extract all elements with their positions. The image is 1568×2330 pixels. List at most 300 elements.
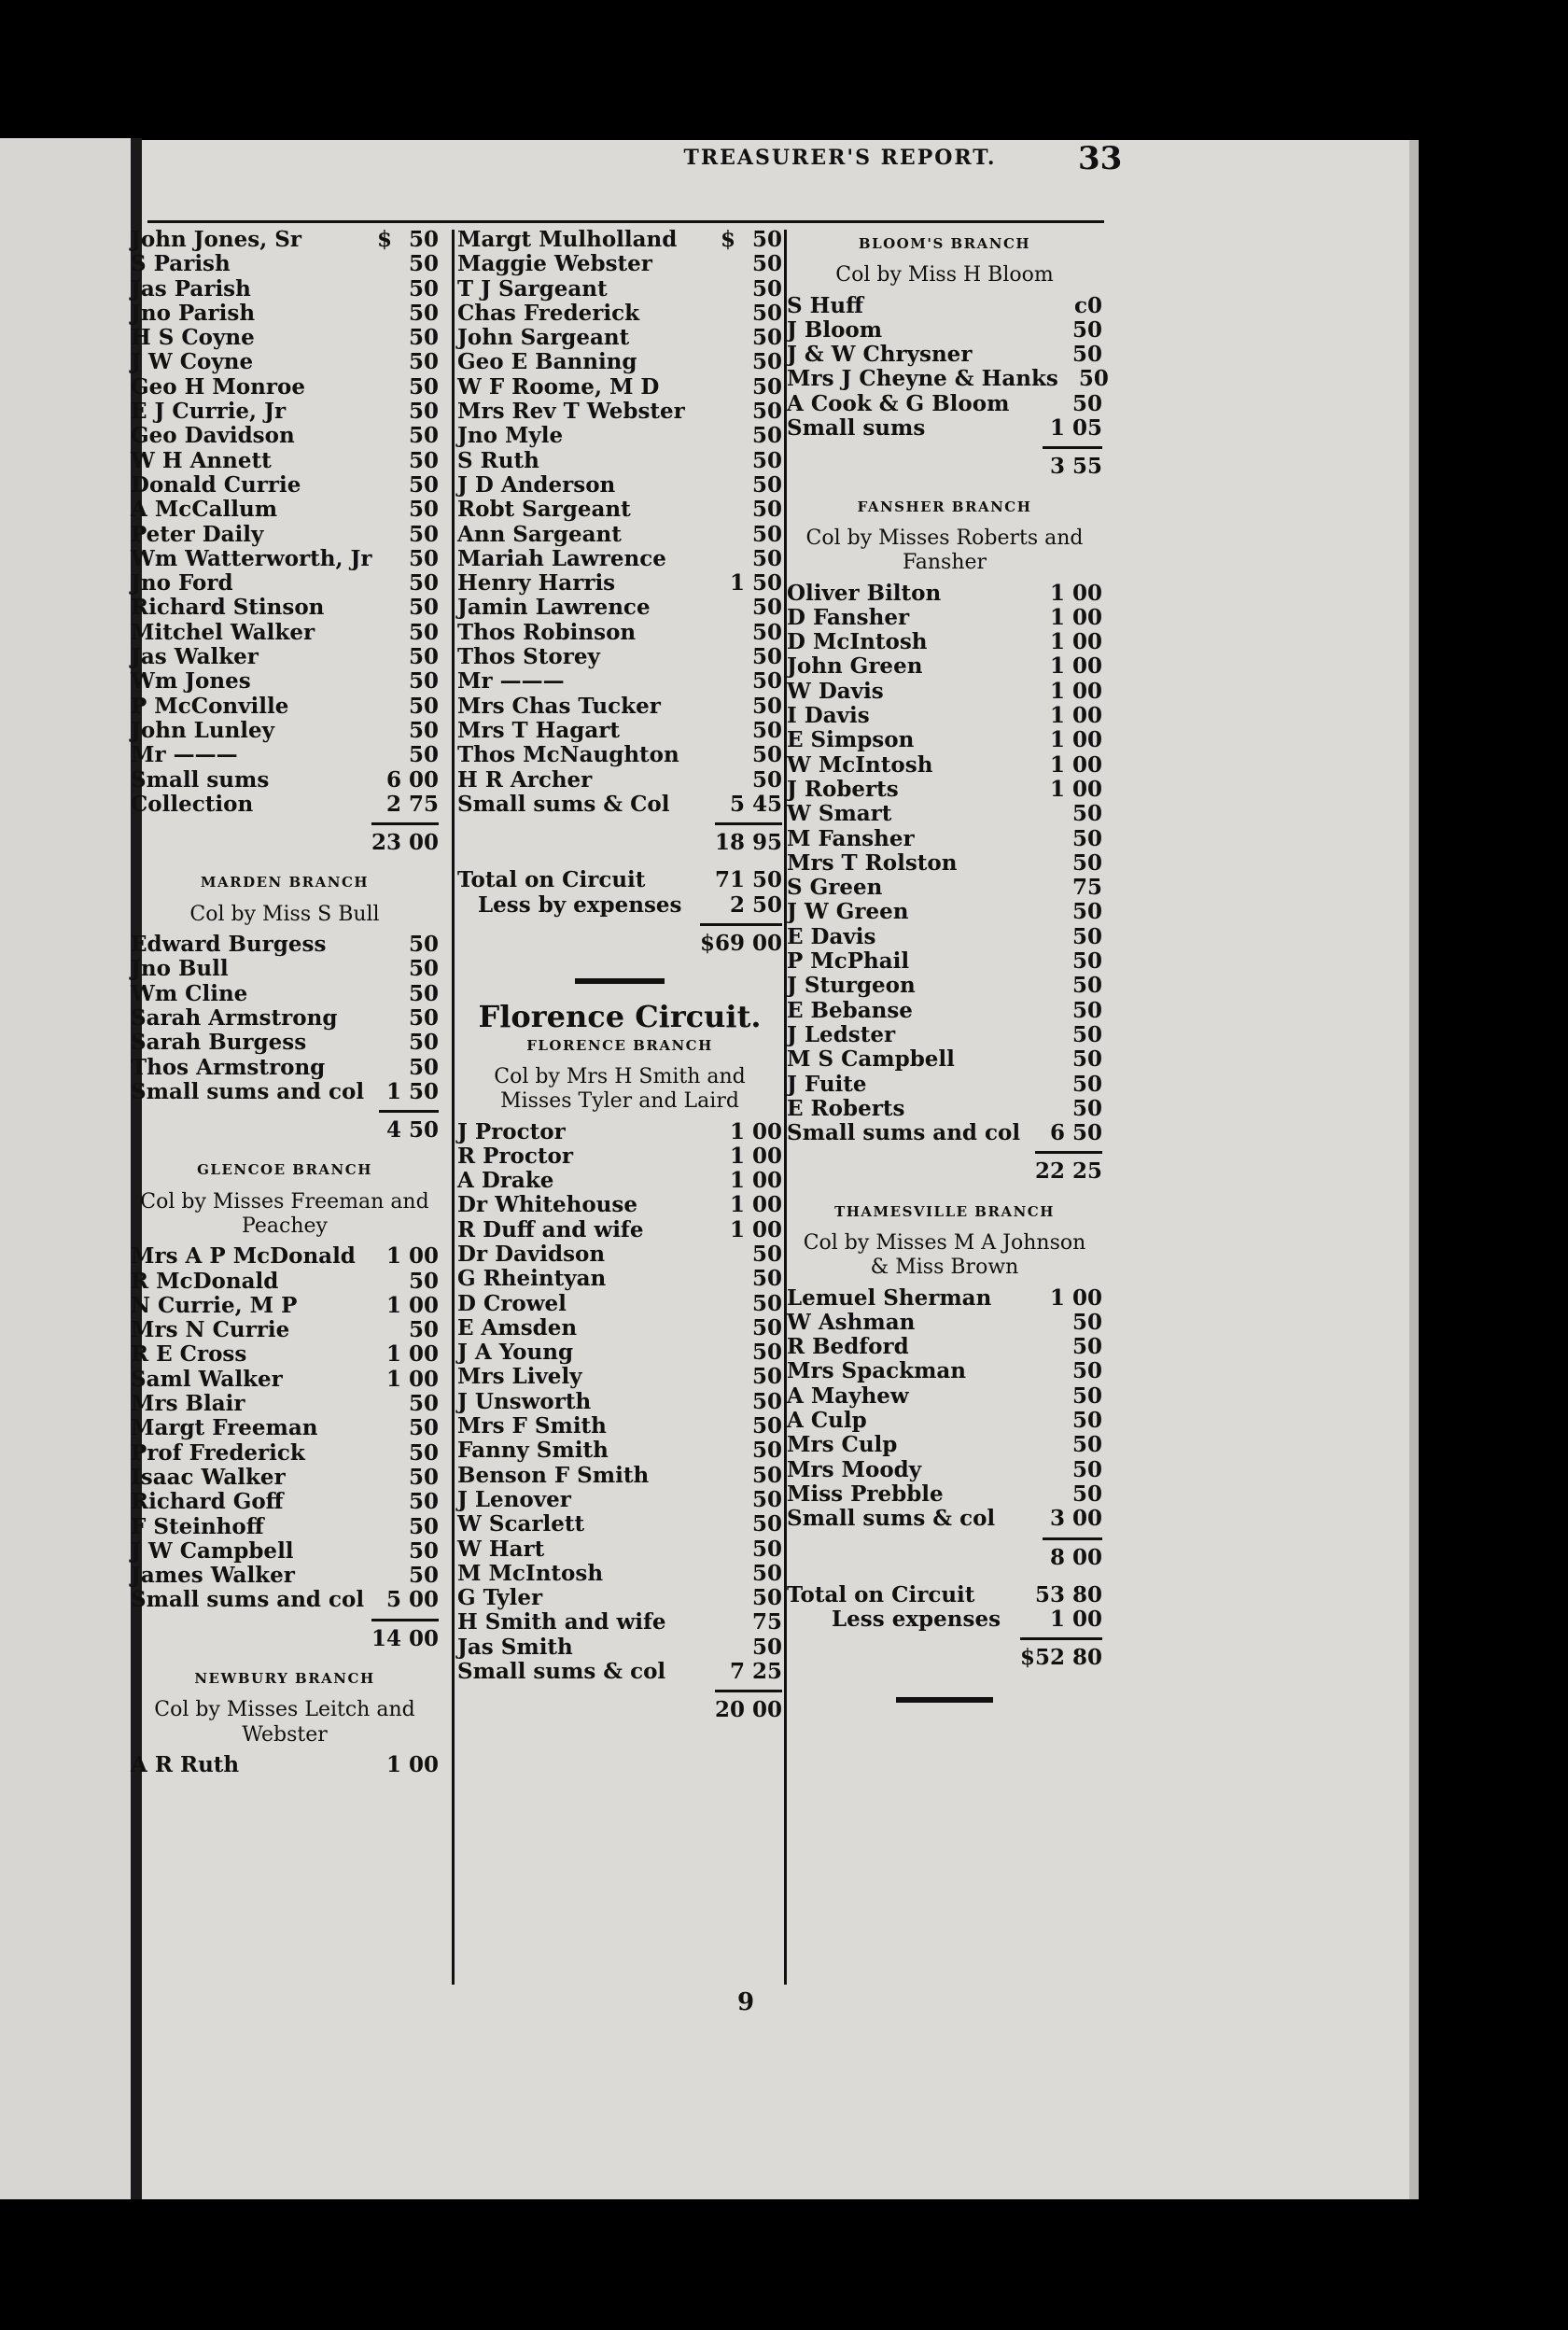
entry-amount-cell bbox=[1058, 367, 1109, 391]
header-rule bbox=[147, 220, 1104, 223]
entry-amount: 50 bbox=[408, 1464, 439, 1490]
entry-amount: 50 bbox=[408, 1415, 439, 1441]
entry-name: Geo E Banning bbox=[457, 349, 637, 375]
list-item bbox=[787, 778, 1102, 802]
entry-name: J D Anderson bbox=[457, 471, 616, 498]
list-item bbox=[131, 695, 439, 719]
entry-amount: 50 bbox=[408, 1004, 439, 1031]
entry-amount: 50 bbox=[751, 1438, 782, 1464]
list-item bbox=[457, 1169, 782, 1193]
entry-amount-cell bbox=[1052, 1047, 1102, 1072]
entry-amount: 50 bbox=[751, 1314, 782, 1340]
entry-amount: 50 bbox=[751, 251, 782, 277]
entry-amount-cell bbox=[388, 547, 439, 571]
entry-amount: 50 bbox=[751, 595, 782, 621]
list-item bbox=[787, 1507, 1102, 1531]
entry-amount: 6 50 bbox=[1049, 1120, 1102, 1146]
entry-name: W Ashman bbox=[787, 1309, 916, 1335]
list-item bbox=[787, 1023, 1102, 1047]
list-item bbox=[131, 449, 439, 473]
entry-amount: 50 bbox=[1071, 1481, 1102, 1507]
list-item bbox=[787, 680, 1102, 704]
entry-amount-cell bbox=[388, 1006, 439, 1031]
entry-amount: 50 bbox=[408, 1054, 439, 1080]
entry-amount: 50 bbox=[1071, 1432, 1102, 1458]
entry-name: Jno Parish bbox=[131, 300, 256, 326]
list-item bbox=[787, 876, 1102, 900]
entry-amount: 50 bbox=[751, 1290, 782, 1316]
column-2 bbox=[457, 228, 782, 1723]
entry-name: Edward Burgess bbox=[131, 932, 327, 958]
entry-amount-cell bbox=[388, 571, 439, 596]
list-item bbox=[457, 547, 782, 571]
entry-amount: 50 bbox=[408, 1489, 439, 1515]
bloom-branch-title: BLOOM'S BRANCH bbox=[858, 235, 1031, 252]
entry-amount: 50 bbox=[1071, 1046, 1102, 1073]
entry-amount-cell bbox=[732, 1464, 782, 1488]
list-item bbox=[131, 645, 439, 669]
entry-name: Maggie Webster bbox=[457, 251, 652, 277]
entry-amount-cell bbox=[732, 1242, 782, 1267]
list-item bbox=[787, 1311, 1102, 1335]
entry-amount: 50 bbox=[751, 693, 782, 719]
entry-name: John Lunley bbox=[131, 717, 275, 743]
list-item bbox=[131, 424, 439, 448]
entry-amount-cell bbox=[732, 1488, 782, 1512]
entry-amount-cell bbox=[388, 1416, 439, 1440]
entry-name: Mr ——— bbox=[131, 742, 238, 768]
entry-amount-cell bbox=[1052, 343, 1102, 367]
entry-name: S Ruth bbox=[457, 447, 539, 473]
entry-name: Jno Ford bbox=[131, 570, 233, 597]
entry-amount-cell bbox=[732, 326, 782, 350]
list-item bbox=[787, 606, 1102, 630]
entry-name: J Unsworth bbox=[457, 1388, 592, 1414]
list-item bbox=[131, 669, 439, 694]
entry-name: Jno Myle bbox=[457, 423, 564, 449]
entry-name: S Parish bbox=[131, 251, 231, 277]
entry-name: Mrs A P McDonald bbox=[131, 1243, 356, 1270]
entry-name: H R Archer bbox=[457, 766, 593, 793]
list-item bbox=[131, 793, 439, 817]
entry-amount: 50 bbox=[751, 717, 782, 743]
entry-amount-cell bbox=[730, 1218, 782, 1242]
entry-name: J Bloom bbox=[787, 316, 883, 343]
entry-amount: 50 bbox=[1071, 899, 1102, 925]
entry-amount: 2 75 bbox=[385, 791, 439, 817]
entry-amount: 50 bbox=[408, 693, 439, 719]
entry-amount-cell bbox=[732, 302, 782, 326]
entry-name: Donald Currie bbox=[131, 471, 301, 498]
florence-list bbox=[457, 1120, 782, 1685]
entry-name: J Ledster bbox=[787, 1021, 896, 1047]
entry-amount-cell bbox=[1052, 392, 1102, 416]
entry-name: J & W Chrysner bbox=[787, 342, 973, 368]
entry-amount-cell bbox=[386, 1244, 439, 1269]
list-item bbox=[457, 596, 782, 620]
entry-amount: 50 bbox=[1071, 1456, 1102, 1482]
entry-amount: 50 bbox=[751, 1585, 782, 1611]
entry-name: W F Roome, M D bbox=[457, 373, 660, 400]
entry-amount: 50 bbox=[751, 766, 782, 793]
entry-name: H Smith and wife bbox=[457, 1609, 666, 1635]
entry-amount-cell bbox=[388, 1031, 439, 1055]
florence-col-by-1: Col by Mrs H Smith and bbox=[494, 1064, 746, 1088]
list-item bbox=[131, 473, 439, 498]
list-item bbox=[457, 302, 782, 326]
entry-amount: 50 bbox=[408, 423, 439, 449]
entry-name: Mrs Moody bbox=[787, 1456, 922, 1482]
entry-name: Mrs Lively bbox=[457, 1364, 582, 1390]
entry-amount-cell bbox=[1052, 1335, 1102, 1359]
list-item bbox=[457, 793, 782, 817]
entry-amount-cell bbox=[1050, 704, 1102, 728]
entry-amount-cell bbox=[1052, 876, 1102, 900]
entry-name: Collection bbox=[131, 791, 254, 817]
list-item bbox=[787, 1073, 1102, 1097]
list-item bbox=[131, 1392, 439, 1416]
entry-amount-cell bbox=[1050, 778, 1102, 802]
entry-amount-cell bbox=[388, 1392, 439, 1416]
entry-name: E J Currie, Jr bbox=[131, 399, 287, 425]
entry-amount: 50 bbox=[1071, 342, 1102, 368]
entry-amount: 50 bbox=[751, 1413, 782, 1439]
entry-amount-cell bbox=[732, 252, 782, 276]
newbury-branch-title: NEWBURY BRANCH bbox=[194, 1670, 375, 1688]
entry-amount-cell bbox=[388, 669, 439, 694]
entry-amount-cell bbox=[388, 400, 439, 424]
entry-name: Jno Bull bbox=[131, 956, 229, 982]
entry-name: E Bebanse bbox=[787, 997, 913, 1023]
entry-amount: 50 bbox=[1071, 801, 1102, 827]
list-item bbox=[457, 498, 782, 522]
entry-amount-cell bbox=[388, 1056, 439, 1080]
entry-amount: 50 bbox=[408, 399, 439, 425]
entry-name: Peter Daily bbox=[131, 521, 264, 547]
entry-amount-cell bbox=[388, 277, 439, 302]
entry-name: D Crowel bbox=[457, 1290, 567, 1316]
entry-amount-cell bbox=[1052, 827, 1102, 851]
entry-amount-cell bbox=[388, 252, 439, 276]
entry-amount: 50 bbox=[751, 1266, 782, 1292]
entry-name: Richard Stinson bbox=[131, 595, 325, 621]
entry-amount-cell bbox=[732, 695, 782, 719]
entry-name: Small sums bbox=[787, 415, 926, 442]
section-ornament bbox=[575, 978, 665, 984]
entry-amount: 50 bbox=[1071, 1383, 1102, 1409]
end-ornament bbox=[896, 1697, 993, 1703]
entry-name: Small sums & col bbox=[457, 1659, 666, 1685]
entry-amount: 50 bbox=[408, 1513, 439, 1539]
entry-amount: 50 bbox=[751, 545, 782, 571]
bloom-col-by: Col by Miss H Bloom bbox=[835, 263, 1054, 288]
entry-name: John Jones, Sr bbox=[131, 227, 301, 252]
entry-name: Wm Watterworth, Jr bbox=[131, 545, 372, 571]
entry-amount-cell bbox=[732, 1316, 782, 1340]
entry-name: E Roberts bbox=[787, 1095, 905, 1121]
entry-amount-cell bbox=[732, 1340, 782, 1365]
list-item bbox=[457, 1120, 782, 1144]
entry-name: R Duff and wife bbox=[457, 1216, 644, 1242]
thamesville-circuit-total-label: Total on Circuit bbox=[787, 1581, 975, 1607]
entry-amount-cell bbox=[732, 1586, 782, 1610]
entry-amount-cell bbox=[386, 1342, 439, 1367]
entry-amount: 1 05 bbox=[1049, 415, 1102, 442]
entry-amount-cell bbox=[732, 400, 782, 424]
circuit-net-total: $69 00 bbox=[457, 923, 782, 956]
entry-amount-cell bbox=[388, 1318, 439, 1342]
list-item bbox=[131, 1539, 439, 1564]
fansher-total: 22 25 bbox=[787, 1151, 1102, 1184]
list-item bbox=[131, 1318, 439, 1342]
list-item bbox=[457, 571, 782, 596]
entry-amount-cell bbox=[732, 1267, 782, 1291]
entry-amount-cell bbox=[1050, 582, 1102, 606]
list-item bbox=[131, 1564, 439, 1588]
entry-amount-cell bbox=[732, 743, 782, 767]
list-item bbox=[457, 350, 782, 374]
entry-amount: 1 00 bbox=[385, 1751, 439, 1777]
entry-amount-cell bbox=[1050, 630, 1102, 654]
entry-name: A Mayhew bbox=[787, 1383, 909, 1409]
entry-amount: 6 00 bbox=[385, 766, 439, 793]
entry-name: I Davis bbox=[787, 703, 870, 729]
entry-name: Small sums and col bbox=[131, 1587, 365, 1613]
entry-amount-cell bbox=[388, 743, 439, 767]
entry-name: Small sums and col bbox=[787, 1120, 1021, 1146]
entry-name: T J Sargeant bbox=[457, 275, 608, 302]
list-item bbox=[131, 277, 439, 302]
marden-total: 4 50 bbox=[131, 1110, 439, 1143]
col1-total: 23 00 bbox=[131, 822, 439, 855]
entry-amount: 50 bbox=[1071, 390, 1102, 416]
dollar-sign: $ bbox=[376, 227, 392, 252]
entry-amount: 50 bbox=[1071, 948, 1102, 975]
entry-amount-cell bbox=[1050, 1507, 1102, 1531]
list-item bbox=[131, 1416, 439, 1440]
entry-amount-cell bbox=[388, 1564, 439, 1588]
entry-amount-cell bbox=[1052, 999, 1102, 1023]
expenses-amount: 2 50 bbox=[729, 891, 782, 918]
entry-name: R Bedford bbox=[787, 1334, 909, 1360]
entry-amount: 1 00 bbox=[1049, 703, 1102, 729]
list-item bbox=[787, 1121, 1102, 1145]
entry-name: M S Campbell bbox=[787, 1046, 955, 1073]
circuit-total-amount: 71 50 bbox=[714, 867, 782, 893]
entry-name: W Davis bbox=[787, 678, 884, 704]
page-header-title: TREASURER'S REPORT. bbox=[683, 146, 997, 170]
entry-amount: 1 00 bbox=[1049, 629, 1102, 655]
entry-amount-cell bbox=[388, 449, 439, 473]
entry-amount: 5 45 bbox=[729, 791, 782, 817]
entry-name: Mrs T Hagart bbox=[457, 717, 621, 743]
entry-name: Margt Mulholland bbox=[457, 227, 678, 252]
entry-name: Mrs N Currie bbox=[131, 1317, 290, 1343]
entry-name: P McPhail bbox=[787, 948, 910, 975]
entry-name: Fanny Smith bbox=[457, 1438, 609, 1464]
entry-amount: c0 bbox=[1073, 292, 1102, 318]
entry-name: M McIntosh bbox=[457, 1560, 604, 1586]
list-item bbox=[457, 424, 782, 448]
entry-amount: 50 bbox=[408, 497, 439, 523]
entry-amount: 50 bbox=[1071, 1071, 1102, 1097]
list-item bbox=[787, 1409, 1102, 1433]
entry-amount: 1 50 bbox=[729, 570, 782, 597]
entry-amount-cell bbox=[1050, 680, 1102, 704]
entry-name: Sarah Armstrong bbox=[131, 1004, 338, 1031]
entry-name: J W Green bbox=[787, 899, 909, 925]
list-item bbox=[131, 1490, 439, 1514]
entry-amount-cell bbox=[732, 1390, 782, 1414]
marden-branch-title: MARDEN BRANCH bbox=[200, 874, 370, 891]
entry-amount-cell bbox=[388, 326, 439, 350]
list-item bbox=[787, 582, 1102, 606]
entry-amount: 75 bbox=[751, 1609, 782, 1635]
entry-amount: 50 bbox=[751, 471, 782, 498]
entry-amount-cell bbox=[377, 228, 439, 252]
entry-name: A Cook & G Bloom bbox=[787, 390, 1010, 416]
entry-amount-cell bbox=[1050, 1286, 1102, 1311]
entry-name: J W Coyne bbox=[131, 349, 254, 375]
entry-amount-cell bbox=[732, 449, 782, 473]
entry-amount: 1 00 bbox=[729, 1192, 782, 1218]
list-item bbox=[131, 596, 439, 620]
entry-amount: 50 bbox=[751, 1364, 782, 1390]
list-item bbox=[787, 1286, 1102, 1311]
entry-amount-cell bbox=[1052, 1458, 1102, 1482]
entry-name: Geo H Monroe bbox=[131, 373, 305, 400]
entry-amount-cell bbox=[730, 793, 782, 817]
entry-amount-cell bbox=[388, 1539, 439, 1564]
entry-amount-cell bbox=[386, 1368, 439, 1392]
entry-amount-cell bbox=[388, 719, 439, 743]
entry-amount-cell bbox=[1050, 654, 1102, 679]
list-item bbox=[131, 957, 439, 981]
list-item bbox=[457, 1365, 782, 1389]
florence-col-by-2: Misses Tyler and Laird bbox=[500, 1089, 739, 1114]
entry-amount-cell bbox=[388, 375, 439, 400]
entry-amount: 1 00 bbox=[1049, 751, 1102, 778]
entry-amount-cell bbox=[386, 1080, 439, 1104]
list-item bbox=[131, 547, 439, 571]
entry-amount: 50 bbox=[751, 423, 782, 449]
list-item bbox=[131, 1056, 439, 1080]
entry-name: Mrs Spackman bbox=[787, 1358, 967, 1384]
entry-amount-cell bbox=[388, 1490, 439, 1514]
list-item bbox=[457, 1193, 782, 1217]
entry-name: James Walker bbox=[131, 1563, 295, 1589]
entry-amount-cell bbox=[388, 596, 439, 620]
list-item bbox=[457, 326, 782, 350]
entry-amount-cell bbox=[386, 1294, 439, 1318]
list-item bbox=[787, 802, 1102, 826]
entry-amount-cell bbox=[732, 1365, 782, 1389]
list-item bbox=[787, 1482, 1102, 1507]
list-item bbox=[457, 1488, 782, 1512]
list-item bbox=[457, 1586, 782, 1610]
entry-name: Jas Smith bbox=[457, 1634, 573, 1660]
list-item bbox=[131, 1006, 439, 1031]
list-item bbox=[787, 999, 1102, 1023]
list-item bbox=[131, 571, 439, 596]
entry-name: Small sums and col bbox=[131, 1078, 365, 1104]
list-item bbox=[131, 1368, 439, 1392]
list-item bbox=[787, 949, 1102, 974]
page-edge bbox=[1409, 140, 1419, 2199]
entry-amount: 50 bbox=[408, 956, 439, 982]
entry-amount: 50 bbox=[751, 1536, 782, 1562]
list-item bbox=[131, 621, 439, 645]
entry-name: Mrs Culp bbox=[787, 1432, 898, 1458]
entry-amount-cell bbox=[1050, 753, 1102, 778]
marden-list bbox=[131, 933, 439, 1104]
list-item bbox=[787, 294, 1102, 318]
entry-amount: 50 bbox=[1071, 997, 1102, 1023]
list-item bbox=[457, 400, 782, 424]
entry-amount: 50 bbox=[1071, 316, 1102, 343]
entry-amount-cell bbox=[1052, 974, 1102, 998]
fansher-col-by-1: Col by Misses Roberts and bbox=[805, 526, 1084, 550]
list-item bbox=[457, 1316, 782, 1340]
entry-amount-cell bbox=[732, 498, 782, 522]
facing-page-edge bbox=[0, 138, 131, 2199]
entry-amount: 50 bbox=[408, 1537, 439, 1564]
entry-amount: 50 bbox=[1071, 923, 1102, 949]
list-item bbox=[457, 695, 782, 719]
list-item bbox=[457, 621, 782, 645]
list-item bbox=[457, 473, 782, 498]
newbury-list bbox=[131, 1753, 439, 1777]
entry-amount: 1 00 bbox=[1049, 1284, 1102, 1311]
entry-amount-cell bbox=[730, 1144, 782, 1169]
entry-name: Chas Frederick bbox=[457, 300, 640, 326]
list-item bbox=[457, 768, 782, 793]
entry-name: Small sums & Col bbox=[457, 791, 670, 817]
entry-amount-cell bbox=[721, 228, 782, 252]
entry-amount: 50 bbox=[408, 595, 439, 621]
entry-amount-cell bbox=[732, 621, 782, 645]
bloom-total: 3 55 bbox=[787, 446, 1102, 479]
list-item bbox=[787, 900, 1102, 924]
entry-amount: 1 50 bbox=[385, 1078, 439, 1104]
list-item bbox=[787, 392, 1102, 416]
list-item bbox=[457, 1439, 782, 1463]
entry-name: Sarah Burgess bbox=[131, 1030, 307, 1056]
entry-name: Jas Walker bbox=[131, 644, 259, 670]
florence-branch-title: FLORENCE BRANCH bbox=[526, 1036, 713, 1054]
entry-name: M Fansher bbox=[787, 825, 915, 851]
entry-amount: 50 bbox=[408, 349, 439, 375]
thamesville-col-by-2: & Miss Brown bbox=[870, 1256, 1019, 1280]
entry-name: J Roberts bbox=[787, 776, 899, 802]
entry-amount-cell bbox=[1052, 802, 1102, 826]
entry-name: Prof Frederick bbox=[131, 1439, 305, 1466]
entry-amount: 50 bbox=[1071, 849, 1102, 876]
list-item bbox=[787, 1097, 1102, 1121]
entry-amount: 1 00 bbox=[1049, 727, 1102, 753]
entry-amount: 1 00 bbox=[1049, 776, 1102, 802]
entry-amount: 50 bbox=[408, 668, 439, 695]
list-item bbox=[787, 366, 1109, 392]
florence-total: 20 00 bbox=[457, 1690, 782, 1722]
list-item bbox=[787, 753, 1102, 778]
list-item bbox=[131, 1753, 439, 1777]
entry-name: Ann Sargeant bbox=[457, 521, 622, 547]
entry-amount-cell bbox=[1052, 851, 1102, 876]
entry-amount-cell bbox=[1052, 1073, 1102, 1097]
entry-amount: 50 bbox=[751, 325, 782, 351]
column-3 bbox=[787, 228, 1109, 1703]
